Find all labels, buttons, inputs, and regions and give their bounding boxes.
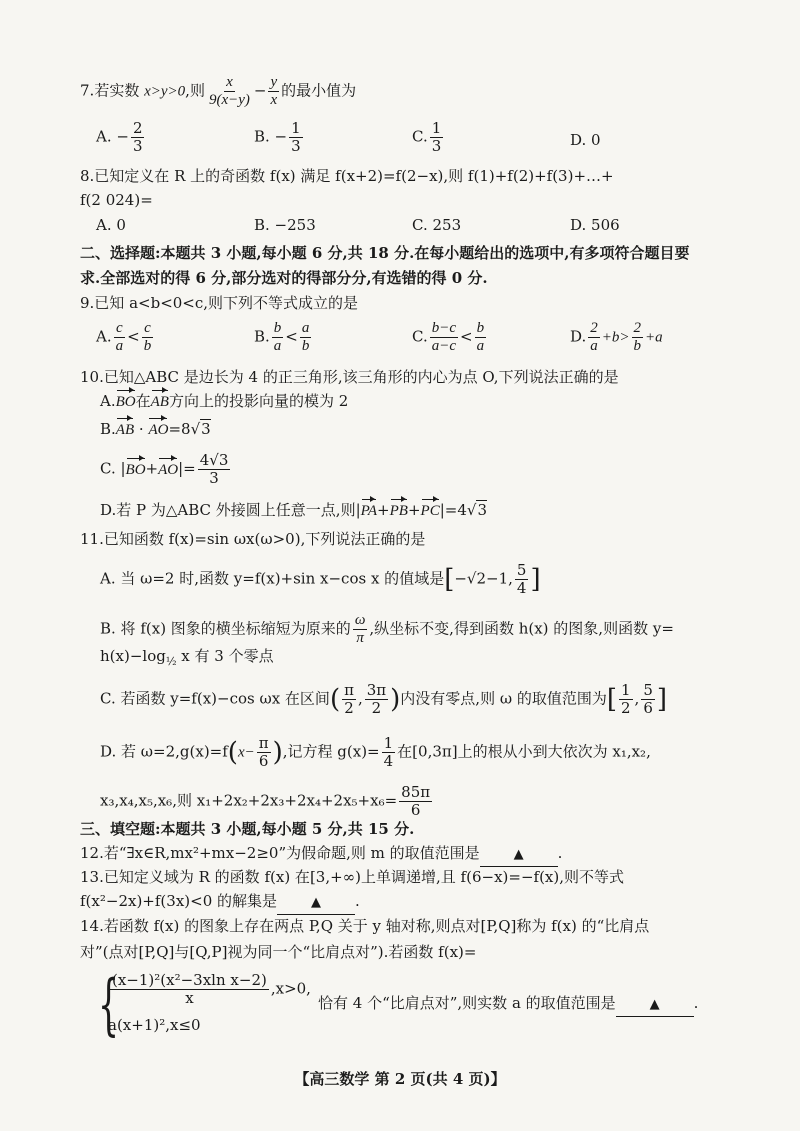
option-d: D. 0 <box>570 131 601 149</box>
question-11: 11.已知函数 f(x)=sin ωx(ω>0),下列说法正确的是 <box>80 530 426 548</box>
vector: BO <box>126 459 146 481</box>
page-footer: 【高三数学 第 2 页(共 4 页)】 <box>294 1070 506 1088</box>
q11-option-b-line1: B. 将 f(x) 图象的横坐标缩短为原来的 $\frac{\omega}{\pi}$ ,纵坐标不变,得到函数 h(x) 的图象,则函数 y= <box>100 612 674 646</box>
q11-option-d-line1: D. 若 ω=2,g(x)=f(x− $\frac{\pi}{6}$ ),记方程 g(x)= $\frac{1}{4}$ 在[0,3π]上的根从小到大依次为 x₁,x₂, <box>100 734 651 770</box>
section-2-heading-line2: 求.全部选对的得 6 分,部分选对的得部分分,有选错的得 0 分. <box>80 269 488 287</box>
brace: { <box>98 966 119 1043</box>
question-number: 7. <box>80 81 95 100</box>
option-a: A. 0 <box>96 216 126 234</box>
vector: AO <box>158 459 178 481</box>
question-7 <box>80 74 730 109</box>
q9-options <box>96 320 730 355</box>
vector: AO <box>148 419 168 441</box>
q10-option-d: D.若 P 为△ABC 外接圆上任意一点,则|PA+PB+PC|=4√3 <box>100 499 730 522</box>
answer-blank[interactable]: ▲ <box>616 994 694 1017</box>
option-c: C. 253 <box>412 216 462 234</box>
vector: PA <box>361 500 377 522</box>
q11-option-c: C. 若函数 y=f(x)−cos ωx 在区间( $\frac{\pi}{2}$ , $\frac{3\pi}{2}$ )内没有零点,则 ω 的取值范围为[ $\frac{1}{2}$ , $\frac{5}{6}$ ] <box>100 681 668 717</box>
fraction <box>207 74 252 109</box>
option-a: A. − $\frac{2}{3}$ <box>96 119 143 155</box>
text: ,则 <box>185 81 205 100</box>
vector: AB <box>116 419 134 441</box>
question-8-line1: 8.已知定义在 R 上的奇函数 f(x) 满足 f(x+2)=f(2−x),则 f(1)+f(2)+f(3)+…+ <box>80 167 614 185</box>
q10-option-a: A.BO在AB方向上的投影向量的模为 2 <box>100 390 730 413</box>
question-14-tail: 恰有 4 个“比肩点对”,则实数 a 的取值范围是 ▲ . <box>318 992 730 1017</box>
question-8-line2: f(2 024)= <box>80 191 153 209</box>
numerator: x <box>226 74 233 90</box>
q11-option-b-line2: $h(x)-\log_{\frac{1}{2}}$ x 有 3 个零点 <box>100 647 274 668</box>
option-c: C. $\frac{b-c}{a-c}$ < $\frac{b}{a}$ <box>412 320 485 354</box>
q8-options <box>96 214 730 236</box>
option-a: A. $\frac{c}{a}$ < $\frac{c}{b}$ <box>96 320 152 354</box>
option-c: C. $\frac{1}{3}$ <box>412 119 442 155</box>
operator: − <box>253 81 267 100</box>
question-10: 10.已知△ABC 是边长为 4 的正三角形,该三角形的内心为点 O,下列说法正确的是 <box>80 368 619 386</box>
fraction <box>268 74 279 109</box>
vector: AB <box>151 391 169 413</box>
text: 的最小值为 <box>281 81 357 100</box>
q7-options <box>96 120 730 160</box>
numerator: y <box>270 74 278 90</box>
question-13-line1: 13.已知定义域为 R 的函数 f(x) 在[3,+∞)上单调递增,且 f(6−x)=−f(x),则不等式 <box>80 868 625 886</box>
question-13-line2: f(x²−2x)+f(3x)<0 的解集是 ▲ . <box>80 890 730 915</box>
math: x>y>0 <box>144 83 186 100</box>
denominator: 9(x−y) <box>208 92 250 108</box>
q10-option-b: B.AB · AO=8√3 <box>100 418 730 441</box>
section-3-heading: 三、填空题:本题共 3 小题,每小题 5 分,共 15 分. <box>80 820 415 838</box>
q10-option-c: C. |BO+AO|= $\frac{4√3}{3}$ <box>100 451 229 487</box>
section-2-heading-line1: 二、选择题:本题共 3 小题,每小题 6 分,共 18 分.在每小题给出的选项中,有多项符合题目要 <box>80 244 690 262</box>
option-b: B. − $\frac{1}{3}$ <box>254 119 301 155</box>
option-b: B. −253 <box>254 216 316 234</box>
denominator: x <box>270 92 278 108</box>
question-14-line1: 14.若函数 f(x) 的图象上存在两点 P,Q 关于 y 轴对称,则点对[P,Q]称为 f(x) 的“比肩点 <box>80 917 650 935</box>
q11-option-a: A. 当 ω=2 时,函数 y=f(x)+sin x−cos x 的值域是[−√2−1, $\frac{5}{4}$ ] <box>100 561 541 597</box>
text: 若实数 <box>94 81 140 100</box>
vector: PC <box>421 500 440 522</box>
option-d: D. 506 <box>570 216 620 234</box>
answer-blank[interactable]: ▲ <box>277 892 355 915</box>
option-d: D. $\frac{2}{a}$ +b> $\frac{2}{b}$ +a <box>570 320 663 354</box>
vector: BO <box>116 391 136 413</box>
case-2: a(x+1)²,x≤0 <box>108 1016 201 1034</box>
question-9: 9.已知 a<b<0<c,则下列不等式成立的是 <box>80 294 359 312</box>
option-b: B. $\frac{b}{a}$ < $\frac{a}{b}$ <box>254 320 310 354</box>
question-14-line2: 对”(点对[P,Q]与[Q,P]视为同一个“比肩点对”).若函数 f(x)= <box>80 943 477 961</box>
answer-blank[interactable]: ▲ <box>480 844 558 867</box>
q11-option-d-line2: x₃,x₄,x₅,x₆,则 x₁+2x₂+2x₃+2x₄+2x₅+x₆= $\frac{85\pi}{6}$ <box>100 783 431 819</box>
case-1: $\frac{\text{(x−1)²(x²−3xln x−2)}}{x}$ ,x>0, <box>112 971 311 1007</box>
question-12: 12.若“∃x∈R,mx²+mx−2≥0”为假命题,则 m 的取值范围是 ▲ . <box>80 842 730 867</box>
vector: PB <box>390 500 408 522</box>
